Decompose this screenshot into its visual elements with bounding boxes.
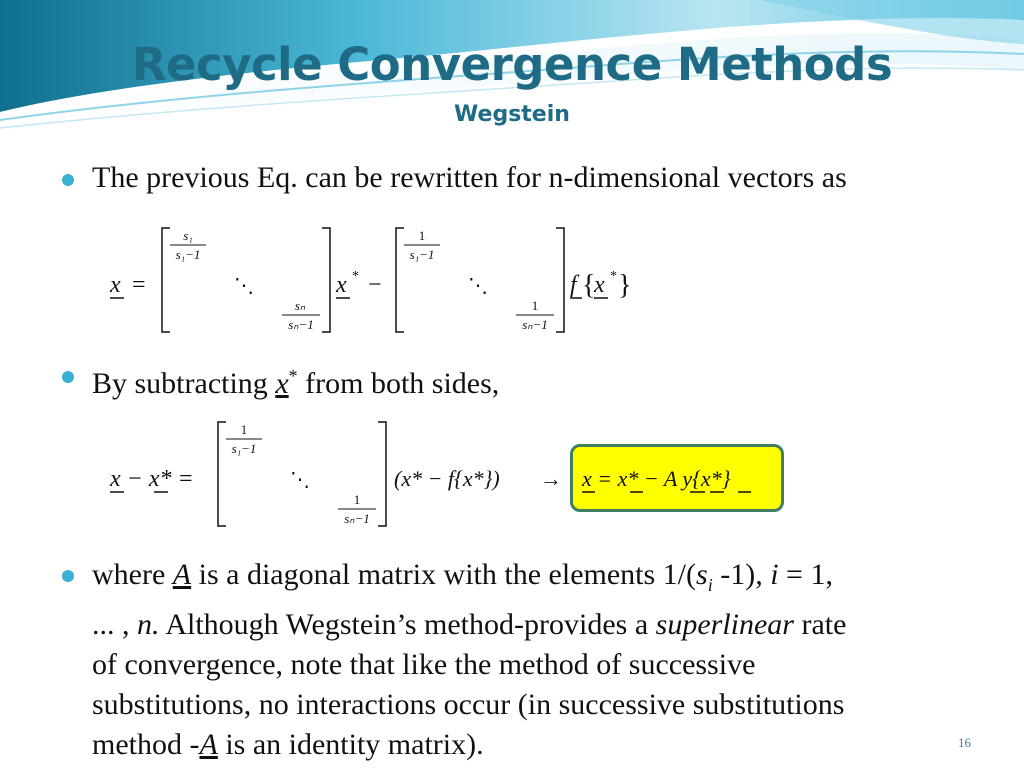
eq1-m2-top-num: 1: [418, 228, 426, 243]
bullet2-pre: By subtracting: [92, 367, 276, 400]
eq1-m2-bot-num: 1: [531, 298, 539, 313]
eq2-paren: (x* − f{x*}): [394, 466, 500, 491]
eq1-x: x: [110, 272, 121, 298]
eq1-m1-bot-num: sₙ: [294, 298, 306, 313]
eq1-m1-top-den: s₁−1: [175, 247, 201, 262]
eq1-f: f: [570, 272, 577, 298]
bullet3-line-2: ... , n. Although Wegstein’s method-provides a superlinear rate: [92, 608, 847, 641]
eq2-m-top-num: 1: [240, 422, 248, 437]
bullet-text-1: The previous Eq. can be rewritten for n-dimensional vectors as: [92, 161, 847, 194]
bullet2-post: from both sides,: [297, 367, 500, 400]
eq1-m1-dots: ⋱: [234, 275, 254, 297]
eq1-equals: =: [132, 272, 146, 298]
eq1-m1-bot-den: sₙ−1: [288, 317, 314, 332]
eq1-rbrace: }: [618, 270, 632, 301]
eq2-result: x = x* − A y{x*}: [582, 466, 731, 491]
bullet3-line-1: where A is a diagonal matrix with the elements $1/(s_i$ -1), i = 1,: [92, 558, 833, 595]
eq2-m-bot-den: sₙ−1: [344, 511, 370, 526]
eq1-fstar: *: [610, 269, 617, 284]
slide-title: Recycle Convergence Methods: [131, 38, 893, 91]
eq1-star: *: [352, 269, 359, 284]
page-number: 16: [958, 735, 971, 750]
bullet2-x: x: [275, 367, 289, 400]
bullet-text-3: [92, 555, 972, 765]
eq1-lbrace: {: [582, 270, 596, 301]
eq1-m1-top-num: s₁: [183, 228, 193, 243]
eq1-xstar: x: [336, 272, 347, 298]
eq1-fx: x: [594, 272, 605, 298]
bullet3-line-4: substitutions, no interactions occur (in successive substitutions: [92, 688, 845, 721]
eq1-m2-top-den: s₁−1: [409, 247, 435, 262]
eq2-m-top-den: s₁−1: [231, 441, 257, 456]
slide-subtitle: Wegstein: [454, 102, 570, 127]
bullet-dot: [62, 570, 74, 582]
eq1-m2-dots: ⋱: [468, 275, 488, 297]
eq1-m2-bot-den: sₙ−1: [522, 317, 548, 332]
bullet3-line-5: method -A is an identity matrix).: [92, 728, 484, 761]
bullet3-line-3: of convergence, note that like the method of successive: [92, 648, 756, 681]
eq2-m-bot-num: 1: [353, 492, 361, 507]
eq1-minus: −: [368, 272, 382, 298]
bullet2-sup: *: [288, 366, 298, 386]
eq2-lhs: x − x* =: [110, 466, 194, 492]
eq2-dots: ⋱: [290, 469, 310, 491]
eq2-arrow: →: [540, 466, 562, 491]
